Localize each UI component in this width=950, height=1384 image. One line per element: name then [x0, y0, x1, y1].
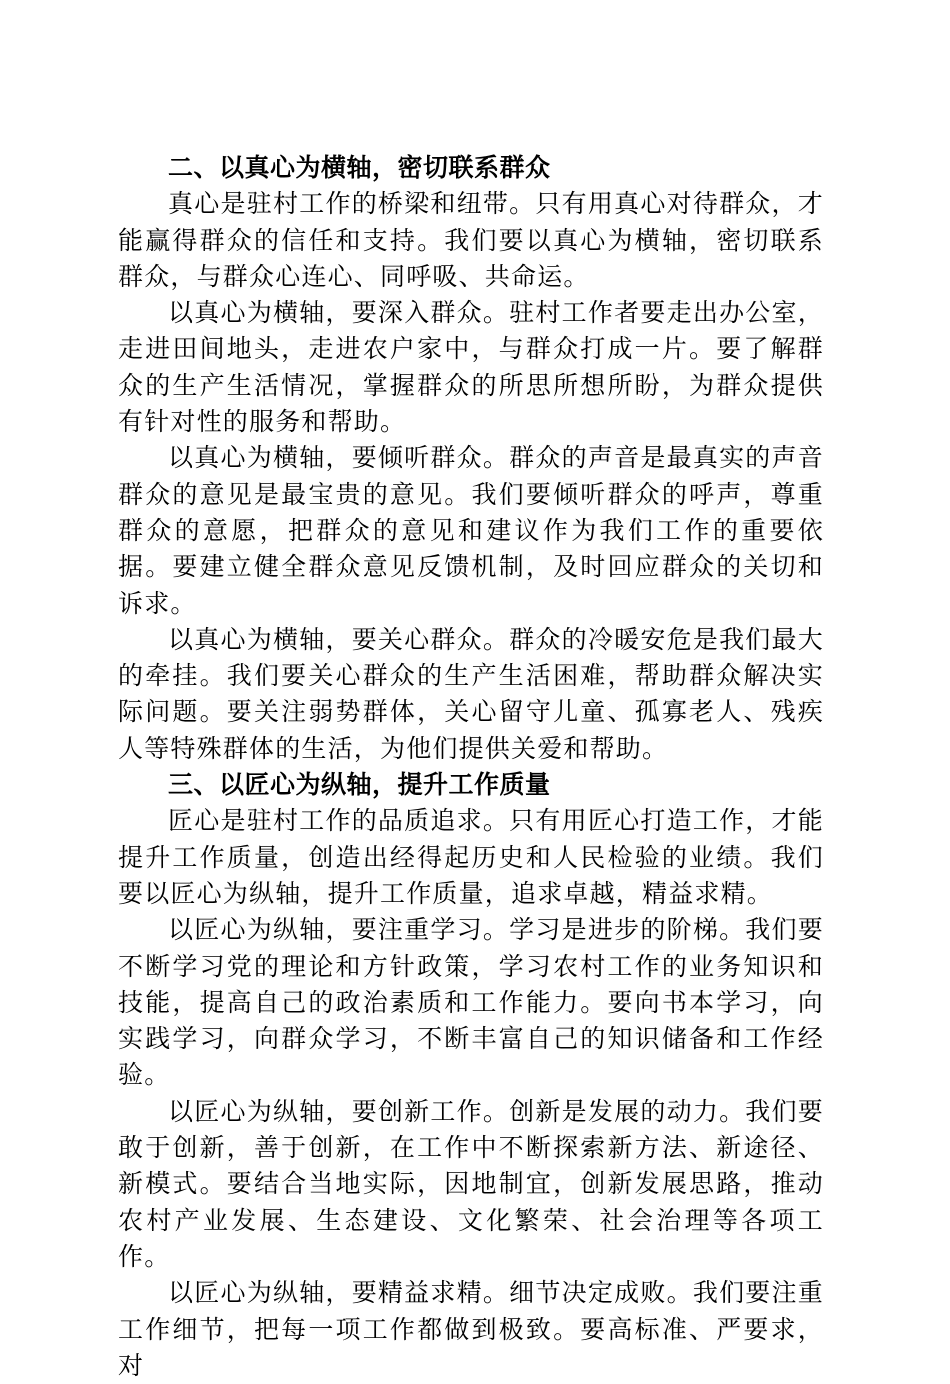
section-heading-2: 二、以真心为横轴，密切联系群众 [168, 153, 551, 182]
paragraph: 以匠心为纵轴，要创新工作。创新是发展的动力。我们要敢于创新，善于创新，在工作中不断探索新方法、新途径、新模式。要结合当地实际，因地制宜，创新发展思路，推动农村产业发展、生态建设、文化繁荣、社会治理等各项工作。 [118, 1096, 824, 1271]
paragraph: 以真心为横轴，要深入群众。驻村工作者要走出办公室，走进田间地头，走进农户家中，与群众打成一片。要了解群众的生产生活情况，掌握群众的所思所想所盼，为群众提供有针对性的服务和帮助。 [118, 298, 824, 437]
section-heading-3: 三、以匠心为纵轴，提升工作质量 [168, 770, 551, 800]
paragraph: 匠心是驻村工作的品质追求。只有用匠心打造工作，才能提升工作质量，创造出经得起历史和人民检验的业绩。我们要以匠心为纵轴，提升工作质量，追求卓越，精益求精。 [118, 806, 824, 908]
paragraph: 以匠心为纵轴，要注重学习。学习是进步的阶梯。我们要不断学习党的理论和方针政策，学习农村工作的业务知识和技能，提高自己的政治素质和工作能力。要向书本学习，向实践学习，向群众学习，不断丰富自己的知识储备和工作经验。 [118, 915, 824, 1090]
paragraph: 以真心为横轴，要关心群众。群众的冷暖安危是我们最大的牵挂。我们要关心群众的生产生活困难，帮助群众解决实际问题。要关注弱势群体，关心留守儿童、孤寡老人、残疾人等特殊群体的生活，为他们提供关爱和帮助。 [118, 624, 824, 763]
paragraph: 以匠心为纵轴，要精益求精。细节决定成败。我们要注重工作细节，把每一项工作都做到极致。要高标准、严要求，对 [118, 1278, 824, 1380]
document-page [118, 150, 824, 1384]
paragraph: 真心是驻村工作的桥梁和纽带。只有用真心对待群众，才能赢得群众的信任和支持。我们要以真心为横轴，密切联系群众，与群众心连心、同呼吸、共命运。 [118, 189, 824, 291]
paragraph: 以真心为横轴，要倾听群众。群众的声音是最真实的声音群众的意见是最宝贵的意见。我们要倾听群众的呼声，尊重群众的意愿，把群众的意见和建议作为我们工作的重要依据。要建立健全群众意见反馈机制，及时回应群众的关切和诉求。 [118, 443, 824, 618]
